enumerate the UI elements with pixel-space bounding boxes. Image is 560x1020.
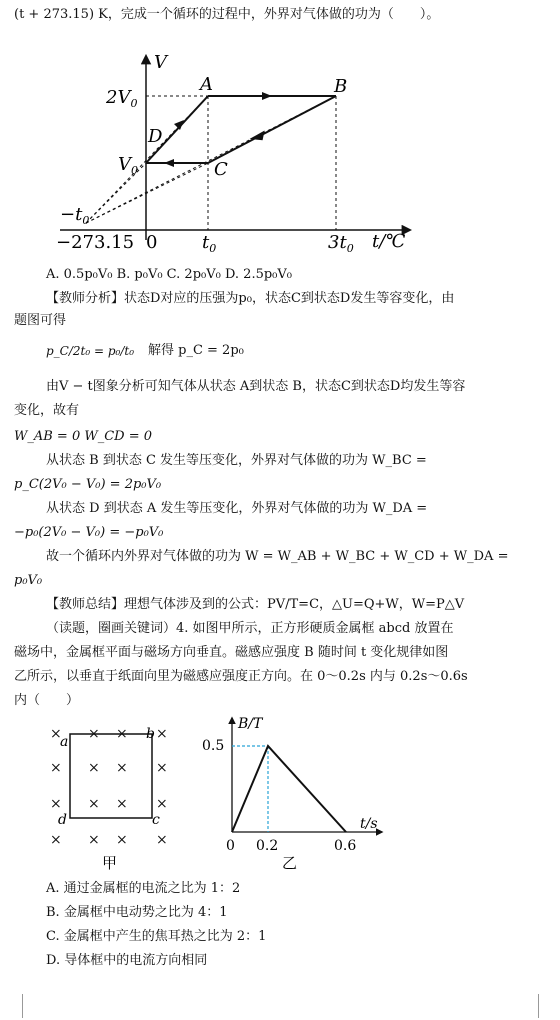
frame-corner-b: b bbox=[146, 726, 155, 742]
figure-b-t-graph bbox=[196, 712, 396, 880]
b-graph-x-tick-0: 0 bbox=[226, 838, 235, 854]
page-corner-left bbox=[8, 994, 23, 1018]
svg-text:×: × bbox=[116, 832, 128, 848]
b-graph-y-tick: 0.5 bbox=[202, 738, 225, 754]
q2-option-d: D. 导体框中的电流方向相同 bbox=[46, 953, 208, 968]
svg-text:×: × bbox=[116, 726, 128, 742]
q2-line-4: 内（ ） bbox=[14, 693, 80, 708]
graph-tick-neg-t0: $-t_0$ bbox=[60, 204, 90, 227]
question-header: (t + 273.15) K，完成一个循环的过程中，外界对气体做的功为（ ）。 bbox=[14, 7, 440, 22]
question-options: A. 0.5p₀V₀ B. p₀V₀ C. 2p₀V₀ D. 2.5p₀V₀ bbox=[46, 267, 292, 282]
analysis-line-11: p₀V₀ bbox=[14, 573, 43, 588]
analysis-line-3: 由V − t图象分析可知气体从状态 A到状态 B，状态C到状态D均发生等容 bbox=[46, 379, 466, 394]
analysis-line-4: 变化，故有 bbox=[14, 403, 80, 418]
analysis-line-10: 故一个循环内外界对气体做的功为 W = W_AB + W_BC + W_CD + W_DA = bbox=[46, 549, 509, 564]
analysis-line-1: 【教师分析】状态D对应的压强为p₀，状态C到状态D发生等容变化，由 bbox=[46, 291, 455, 306]
svg-text:×: × bbox=[50, 796, 62, 812]
analysis-line-9: −p₀(2V₀ − V₀) = −p₀V₀ bbox=[14, 525, 164, 540]
b-graph-x-label: t/s bbox=[360, 816, 378, 832]
analysis-line-2: 题图可得 bbox=[14, 313, 67, 328]
graph-y-tick-v0: $V_0$ bbox=[118, 154, 138, 177]
q2-line-2: 磁场中，金属框平面与磁场方向垂直。磁感应强度 B 随时间 t 变化规律如图 bbox=[14, 645, 449, 660]
graph-x-tick-3t0: $3t_0$ bbox=[328, 232, 354, 255]
graph-y-label: V bbox=[154, 52, 167, 73]
svg-text:×: × bbox=[50, 726, 62, 742]
svg-text:×: × bbox=[156, 760, 168, 776]
q2-option-a: A. 通过金属框的电流之比为 1：2 bbox=[46, 881, 241, 896]
graph-point-d: D bbox=[148, 126, 163, 147]
frame-corner-d: d bbox=[58, 812, 67, 828]
svg-text:×: × bbox=[156, 832, 168, 848]
frame-corner-a: a bbox=[60, 734, 69, 750]
analysis-formula-right: 解得 p_C = 2p₀ bbox=[148, 343, 244, 358]
q2-line-3: 乙所示，以垂直于纸面向里为磁感应强度正方向。在 0～0.2s 内与 0.2s～0.6s bbox=[14, 669, 468, 684]
svg-text:×: × bbox=[50, 760, 62, 776]
svg-text:×: × bbox=[88, 726, 100, 742]
graph-x-tick-neg273: −273.15 bbox=[56, 232, 135, 253]
page-corner-right bbox=[538, 994, 553, 1018]
frame-corner-c: c bbox=[152, 812, 160, 828]
analysis-line-8: 从状态 D 到状态 A 发生等压变化，外界对气体做的功为 W_DA = bbox=[46, 501, 428, 516]
graph-point-b: B bbox=[334, 76, 348, 97]
svg-text:×: × bbox=[116, 796, 128, 812]
figure-right-caption: 乙 bbox=[282, 854, 298, 872]
analysis-line-5: W_AB = 0 W_CD = 0 bbox=[14, 429, 153, 444]
svg-text:×: × bbox=[88, 832, 100, 848]
b-graph-x-tick-02: 0.2 bbox=[256, 838, 279, 854]
svg-text:×: × bbox=[88, 796, 100, 812]
svg-text:×: × bbox=[116, 760, 128, 776]
q2-option-b: B. 金属框中电动势之比为 4：1 bbox=[46, 905, 228, 920]
figure-left-caption: 甲 bbox=[102, 854, 118, 872]
b-graph-x-tick-06: 0.6 bbox=[334, 838, 357, 854]
figure-square-frame bbox=[44, 720, 184, 880]
analysis-formula-left: p_C/2t₀ = p₀/t₀ bbox=[46, 344, 135, 358]
analysis-line-7: p_C(2V₀ − V₀) = 2p₀V₀ bbox=[14, 477, 162, 492]
q2-option-c: C. 金属框中产生的焦耳热之比为 2：1 bbox=[46, 929, 267, 944]
graph-x-tick-t0: $t_0$ bbox=[202, 232, 217, 255]
graph-y-tick-2v0: $2V_0$ bbox=[106, 87, 138, 110]
v-t-graph bbox=[50, 50, 420, 260]
analysis-summary: 【教师总结】理想气体涉及到的公式：PV/T=C，△U=Q+W，W=P△V bbox=[46, 597, 465, 612]
svg-text:×: × bbox=[156, 726, 168, 742]
graph-point-c: C bbox=[214, 159, 228, 180]
svg-text:×: × bbox=[88, 760, 100, 776]
q2-line-1: （读题，圈画关键词）4. 如图甲所示，正方形硬质金属框 abcd 放置在 bbox=[46, 621, 454, 636]
graph-x-tick-0: 0 bbox=[146, 232, 158, 253]
svg-text:×: × bbox=[50, 832, 62, 848]
analysis-line-6: 从状态 B 到状态 C 发生等压变化，外界对气体做的功为 W_BC = bbox=[46, 453, 427, 468]
svg-text:×: × bbox=[156, 796, 168, 812]
graph-point-a: A bbox=[200, 74, 213, 95]
graph-x-label: t/℃ bbox=[372, 231, 406, 252]
b-graph-y-label: B/T bbox=[238, 716, 263, 732]
